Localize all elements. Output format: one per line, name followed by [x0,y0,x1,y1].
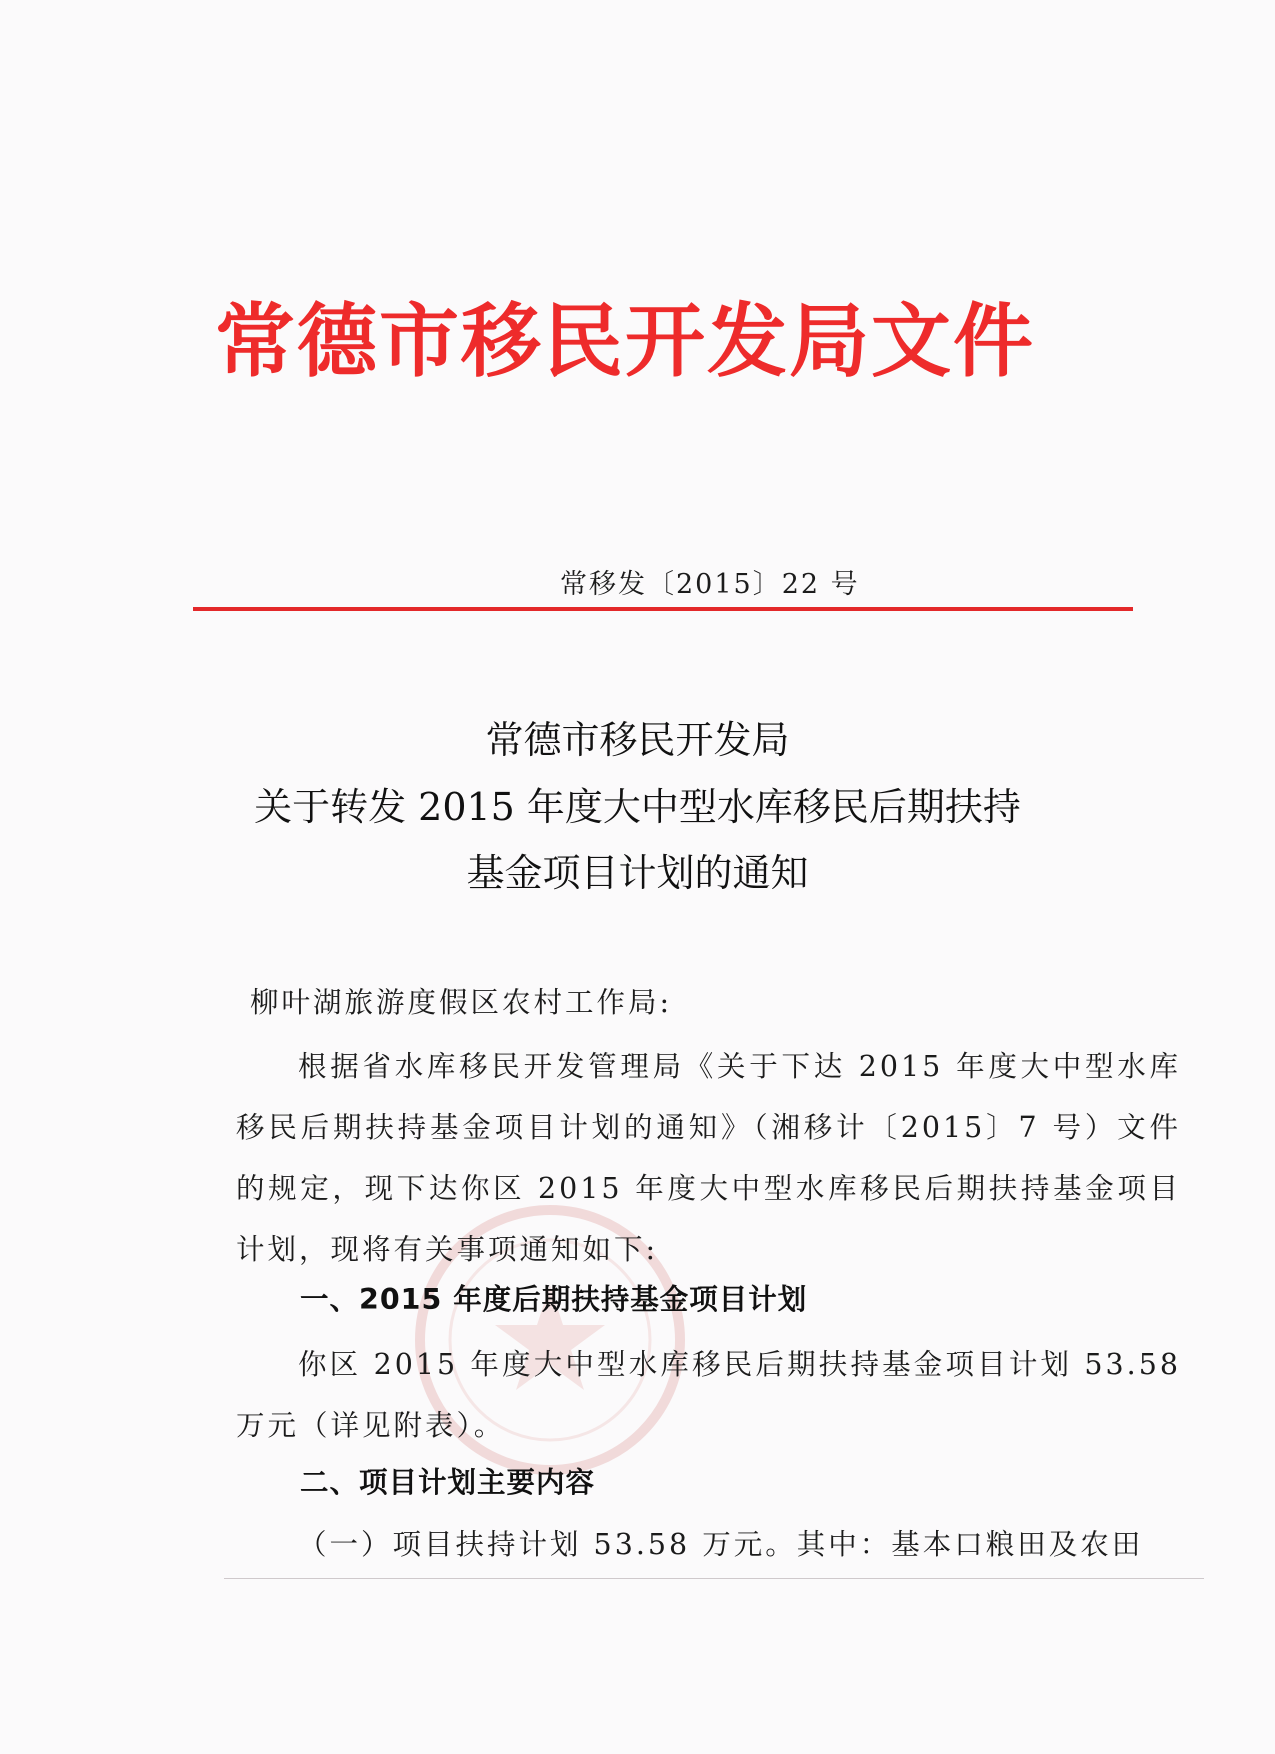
document-number: 常移发〔2015〕22 号 [560,569,860,600]
paragraph-project-content: （一）项目扶持计划 53.58 万元。其中：基本口粮田及农田 [298,1528,1144,1561]
section-heading-1: 一、2015 年度后期扶持基金项目计划 [300,1283,808,1316]
bottom-rule [224,1578,1204,1579]
salutation: 柳叶湖旅游度假区农村工作局: [250,986,673,1019]
notice-title-line-3: 基金项目计划的通知 [466,851,809,895]
paragraph-plan-amount: 你区 2015 年度大中型水库移民后期扶持基金项目计划 53.58 万元（详见附表）。 [236,1348,1181,1442]
red-divider-line [193,607,1133,611]
notice-title-line-2: 关于转发 2015 年度大中型水库移民后期扶持 [254,785,1021,829]
section-heading-2: 二、项目计划主要内容 [300,1466,596,1499]
agency-title: 常德市移民开发局文件 [215,295,1035,388]
paragraph-basis: 根据省水库移民开发管理局《关于下达 2015 年度大中型水库移民后期扶持基金项目计划的通知》（湘移计〔2015〕7 号）文件的规定，现下达你区 2015 年度大中型水库移民后期扶持基金项目计划，现将有关事项通知如下: [236,1050,1181,1266]
notice-title-line-1: 常德市移民开发局 [485,718,790,762]
